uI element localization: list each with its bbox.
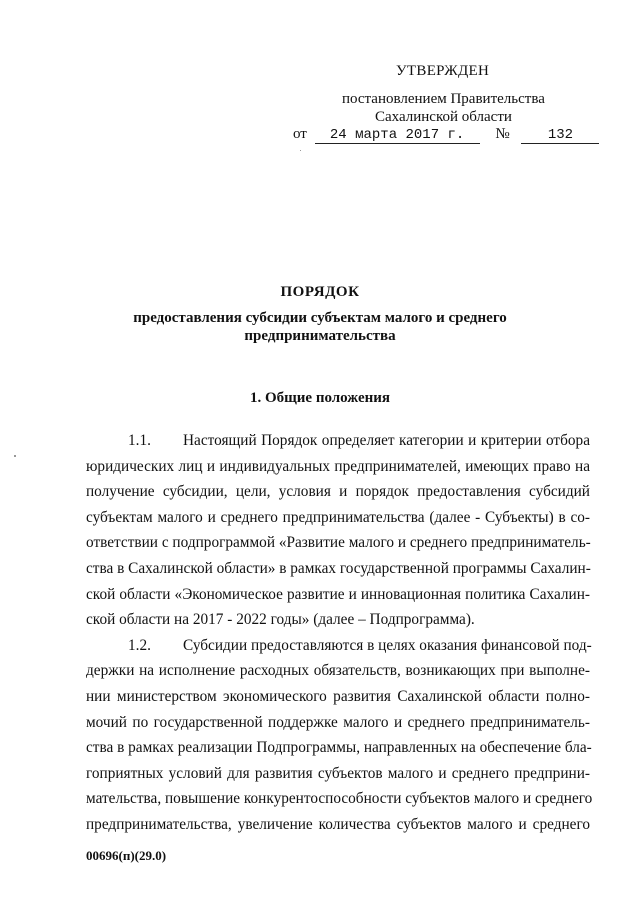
document-title: ПОРЯДОК xyxy=(280,284,360,300)
paragraph-line: ответствии с подпрограммой «Развитие малого и среднего предприниматель- xyxy=(86,534,591,552)
paragraph-number: 1.1. xyxy=(128,432,151,449)
resolution-number: 132 xyxy=(521,127,599,144)
paragraph-line: ской области на 2017 - 2022 годы» (далее – Подпрограмма). xyxy=(86,611,475,629)
paragraph-first-line xyxy=(86,633,590,659)
paragraph-line-text: Субсидии предоставляются в целях оказания финансовой под- xyxy=(183,636,592,654)
paragraph-line: предпринимательства, увеличение количества субъектов малого и среднего xyxy=(86,815,590,833)
from-label: от xyxy=(293,126,307,142)
document-subtitle-line2: предпринимательства xyxy=(244,328,396,344)
document-body xyxy=(86,428,593,838)
paragraph-line-text: Настоящий Порядок определяет категории и критерии отбора xyxy=(183,432,590,449)
approval-line-region: Сахалинской области xyxy=(375,109,512,125)
paragraph-line: ской области «Экономическое развитие и инновационная политика Сахалин- xyxy=(86,585,590,603)
scan-speck xyxy=(14,455,16,457)
paragraph-number: 1.2. xyxy=(128,636,151,654)
paragraph-first-line xyxy=(86,428,590,454)
paragraph-line: держки на исполнение расходных обязательств, возникающих при выполне- xyxy=(86,662,590,680)
approved-title: УТВЕРЖДЕН xyxy=(396,63,490,79)
section-title: 1. Общие положения xyxy=(249,390,391,406)
paragraph-line: ства в Сахалинской области» в рамках государственной программы Сахалин- xyxy=(86,559,591,577)
number-label: № xyxy=(495,126,510,142)
paragraph-line: юридических лиц и индивидуальных предпринимателей, имеющих право на xyxy=(86,457,590,475)
scan-speck xyxy=(300,150,301,151)
paragraph-line: субъектам малого и среднего предпринимательства (далее - Субъекты) в со- xyxy=(86,508,590,526)
paragraph-line: гоприятных условий для развития субъектов малого и среднего предприни- xyxy=(86,764,590,782)
document-code: 00696(п)(29.0) xyxy=(86,848,167,863)
document-subtitle-line1: предоставления субсидии субъектам малого и среднего xyxy=(133,310,507,326)
paragraph-line: нии министерством экономического развития Сахалинской области полно- xyxy=(86,687,590,705)
paragraph-line: мочий по государственной поддержке малого и среднего предприниматель- xyxy=(86,713,590,731)
approval-date-number-line xyxy=(293,125,599,144)
paragraph-line: мательства, повышение конкурентоспособности субъектов малого и среднего xyxy=(86,790,593,808)
resolution-date: 24 марта 2017 г. xyxy=(315,127,480,144)
paragraph-line: получение субсидии, цели, условия и порядок предоставления субсидий xyxy=(86,483,590,501)
approval-line-resolution: постановлением Правительства xyxy=(342,91,545,107)
paragraph-line: ства в рамках реализации Подпрограммы, направленных на обеспечение бла- xyxy=(86,739,592,757)
